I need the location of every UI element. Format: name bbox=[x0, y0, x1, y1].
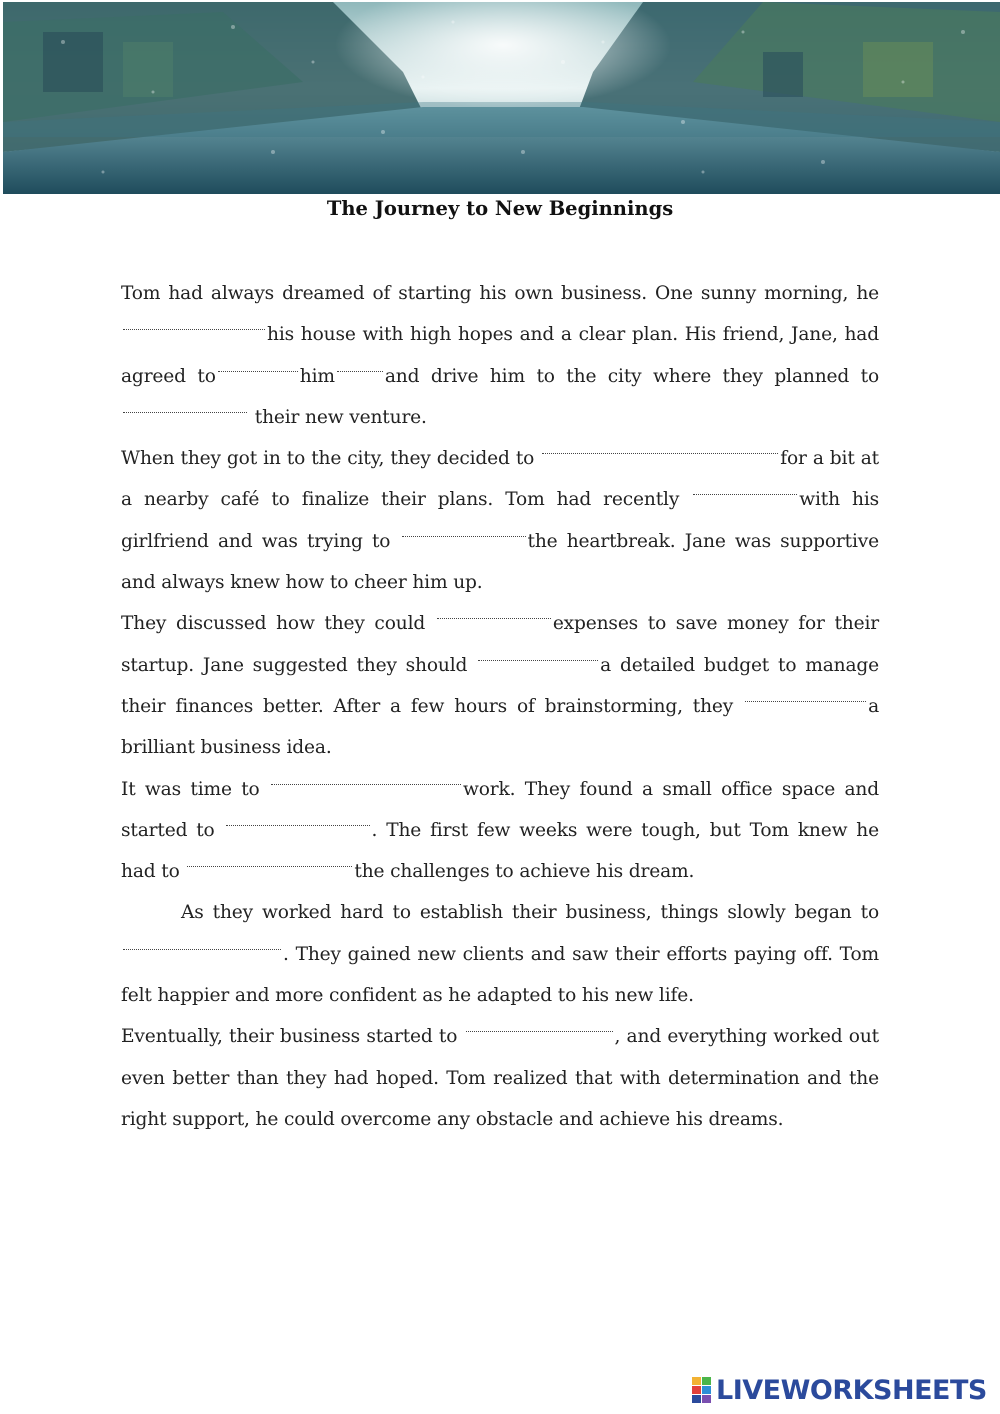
paragraph bbox=[121, 769, 879, 893]
story-text-segment: him bbox=[299, 365, 335, 387]
story-text-segment: with his girlfriend and was trying to bbox=[121, 489, 880, 552]
fill-in-blank-gap-12[interactable] bbox=[226, 810, 370, 826]
header-banner-image bbox=[3, 2, 1000, 194]
fill-in-blank-gap-10[interactable] bbox=[745, 686, 866, 702]
fill-in-blank-gap-5[interactable] bbox=[542, 438, 778, 454]
fill-in-blank-gap-15[interactable] bbox=[466, 1016, 613, 1032]
story-text-segment: . The first few weeks were tough, but Tom knew he had to bbox=[121, 819, 879, 883]
story-text-segment: work. They found a small office space and started to bbox=[121, 778, 879, 841]
fill-in-blank-gap-1[interactable] bbox=[123, 314, 265, 330]
story-text-segment: As they worked hard to establish their business, things slowly began to bbox=[181, 902, 879, 924]
story-text-segment: and drive him to the city where they planned to bbox=[384, 365, 880, 387]
logo-text: LIVEWORKSHEETS bbox=[716, 1374, 987, 1406]
story-text-segment: When they got in to the city, they decided to bbox=[121, 448, 541, 470]
story-text-segment: . They gained new clients and saw their efforts paying off. Tom felt happier and more confident as he adapted to his new life. bbox=[121, 943, 879, 1007]
liveworksheets-logo bbox=[692, 1374, 987, 1406]
fill-in-blank-gap-14[interactable] bbox=[123, 934, 281, 950]
fill-in-blank-gap-7[interactable] bbox=[402, 521, 526, 537]
fill-in-blank-gap-6[interactable] bbox=[693, 479, 797, 495]
fill-in-blank-gap-9[interactable] bbox=[478, 645, 598, 661]
story-text-segment: , and everything worked out even better than they had hoped. Tom realized that with determination and the right support, he could overcome any obstacle and achieve his dreams. bbox=[121, 1026, 879, 1130]
worksheet-title: The Journey to New Beginnings bbox=[326, 197, 674, 220]
fill-in-blank-gap-8[interactable] bbox=[437, 603, 551, 619]
story-text-segment: expenses to save money for their startup. Jane suggested they should bbox=[121, 613, 880, 676]
paragraph bbox=[121, 273, 879, 438]
story-text bbox=[121, 273, 879, 1140]
story-text-segment: the heartbreak. Jane was supportive and always knew how to cheer him up. bbox=[121, 530, 879, 594]
story-text-segment: Tom had always dreamed of starting his own business. One sunny morning, he bbox=[121, 283, 879, 304]
fill-in-blank-gap-2[interactable] bbox=[218, 356, 298, 372]
story-text-segment: Eventually, their business started to bbox=[121, 1026, 464, 1048]
story-text-segment: his house with high hopes and a clear plan. His friend, Jane, had agreed to bbox=[121, 324, 879, 387]
paragraph bbox=[121, 603, 879, 768]
story-text-segment: a brilliant business idea. bbox=[121, 695, 879, 759]
paragraph bbox=[121, 438, 879, 603]
story-text-segment: It was time to bbox=[121, 778, 269, 800]
liveworksheets-mark-icon bbox=[692, 1377, 712, 1403]
story-text-segment: They discussed how they could bbox=[121, 613, 435, 635]
paragraph bbox=[121, 892, 879, 1016]
fill-in-blank-gap-11[interactable] bbox=[271, 769, 461, 785]
story-text-segment: for a bit at a nearby café to finalize their plans. Tom had recently bbox=[121, 448, 879, 511]
story-text-segment: the challenges to achieve his dream. bbox=[354, 861, 695, 883]
story-text-segment: their new venture. bbox=[249, 406, 427, 428]
fill-in-blank-gap-13[interactable] bbox=[187, 851, 352, 867]
paragraph bbox=[121, 1016, 879, 1140]
story-text-segment: a detailed budget to manage their finances better. After a few hours of brainstorming, they bbox=[121, 654, 880, 717]
fill-in-blank-gap-3[interactable] bbox=[337, 356, 383, 372]
rainy-city-street-illustration bbox=[3, 2, 1000, 194]
fill-in-blank-gap-4[interactable] bbox=[123, 397, 247, 413]
